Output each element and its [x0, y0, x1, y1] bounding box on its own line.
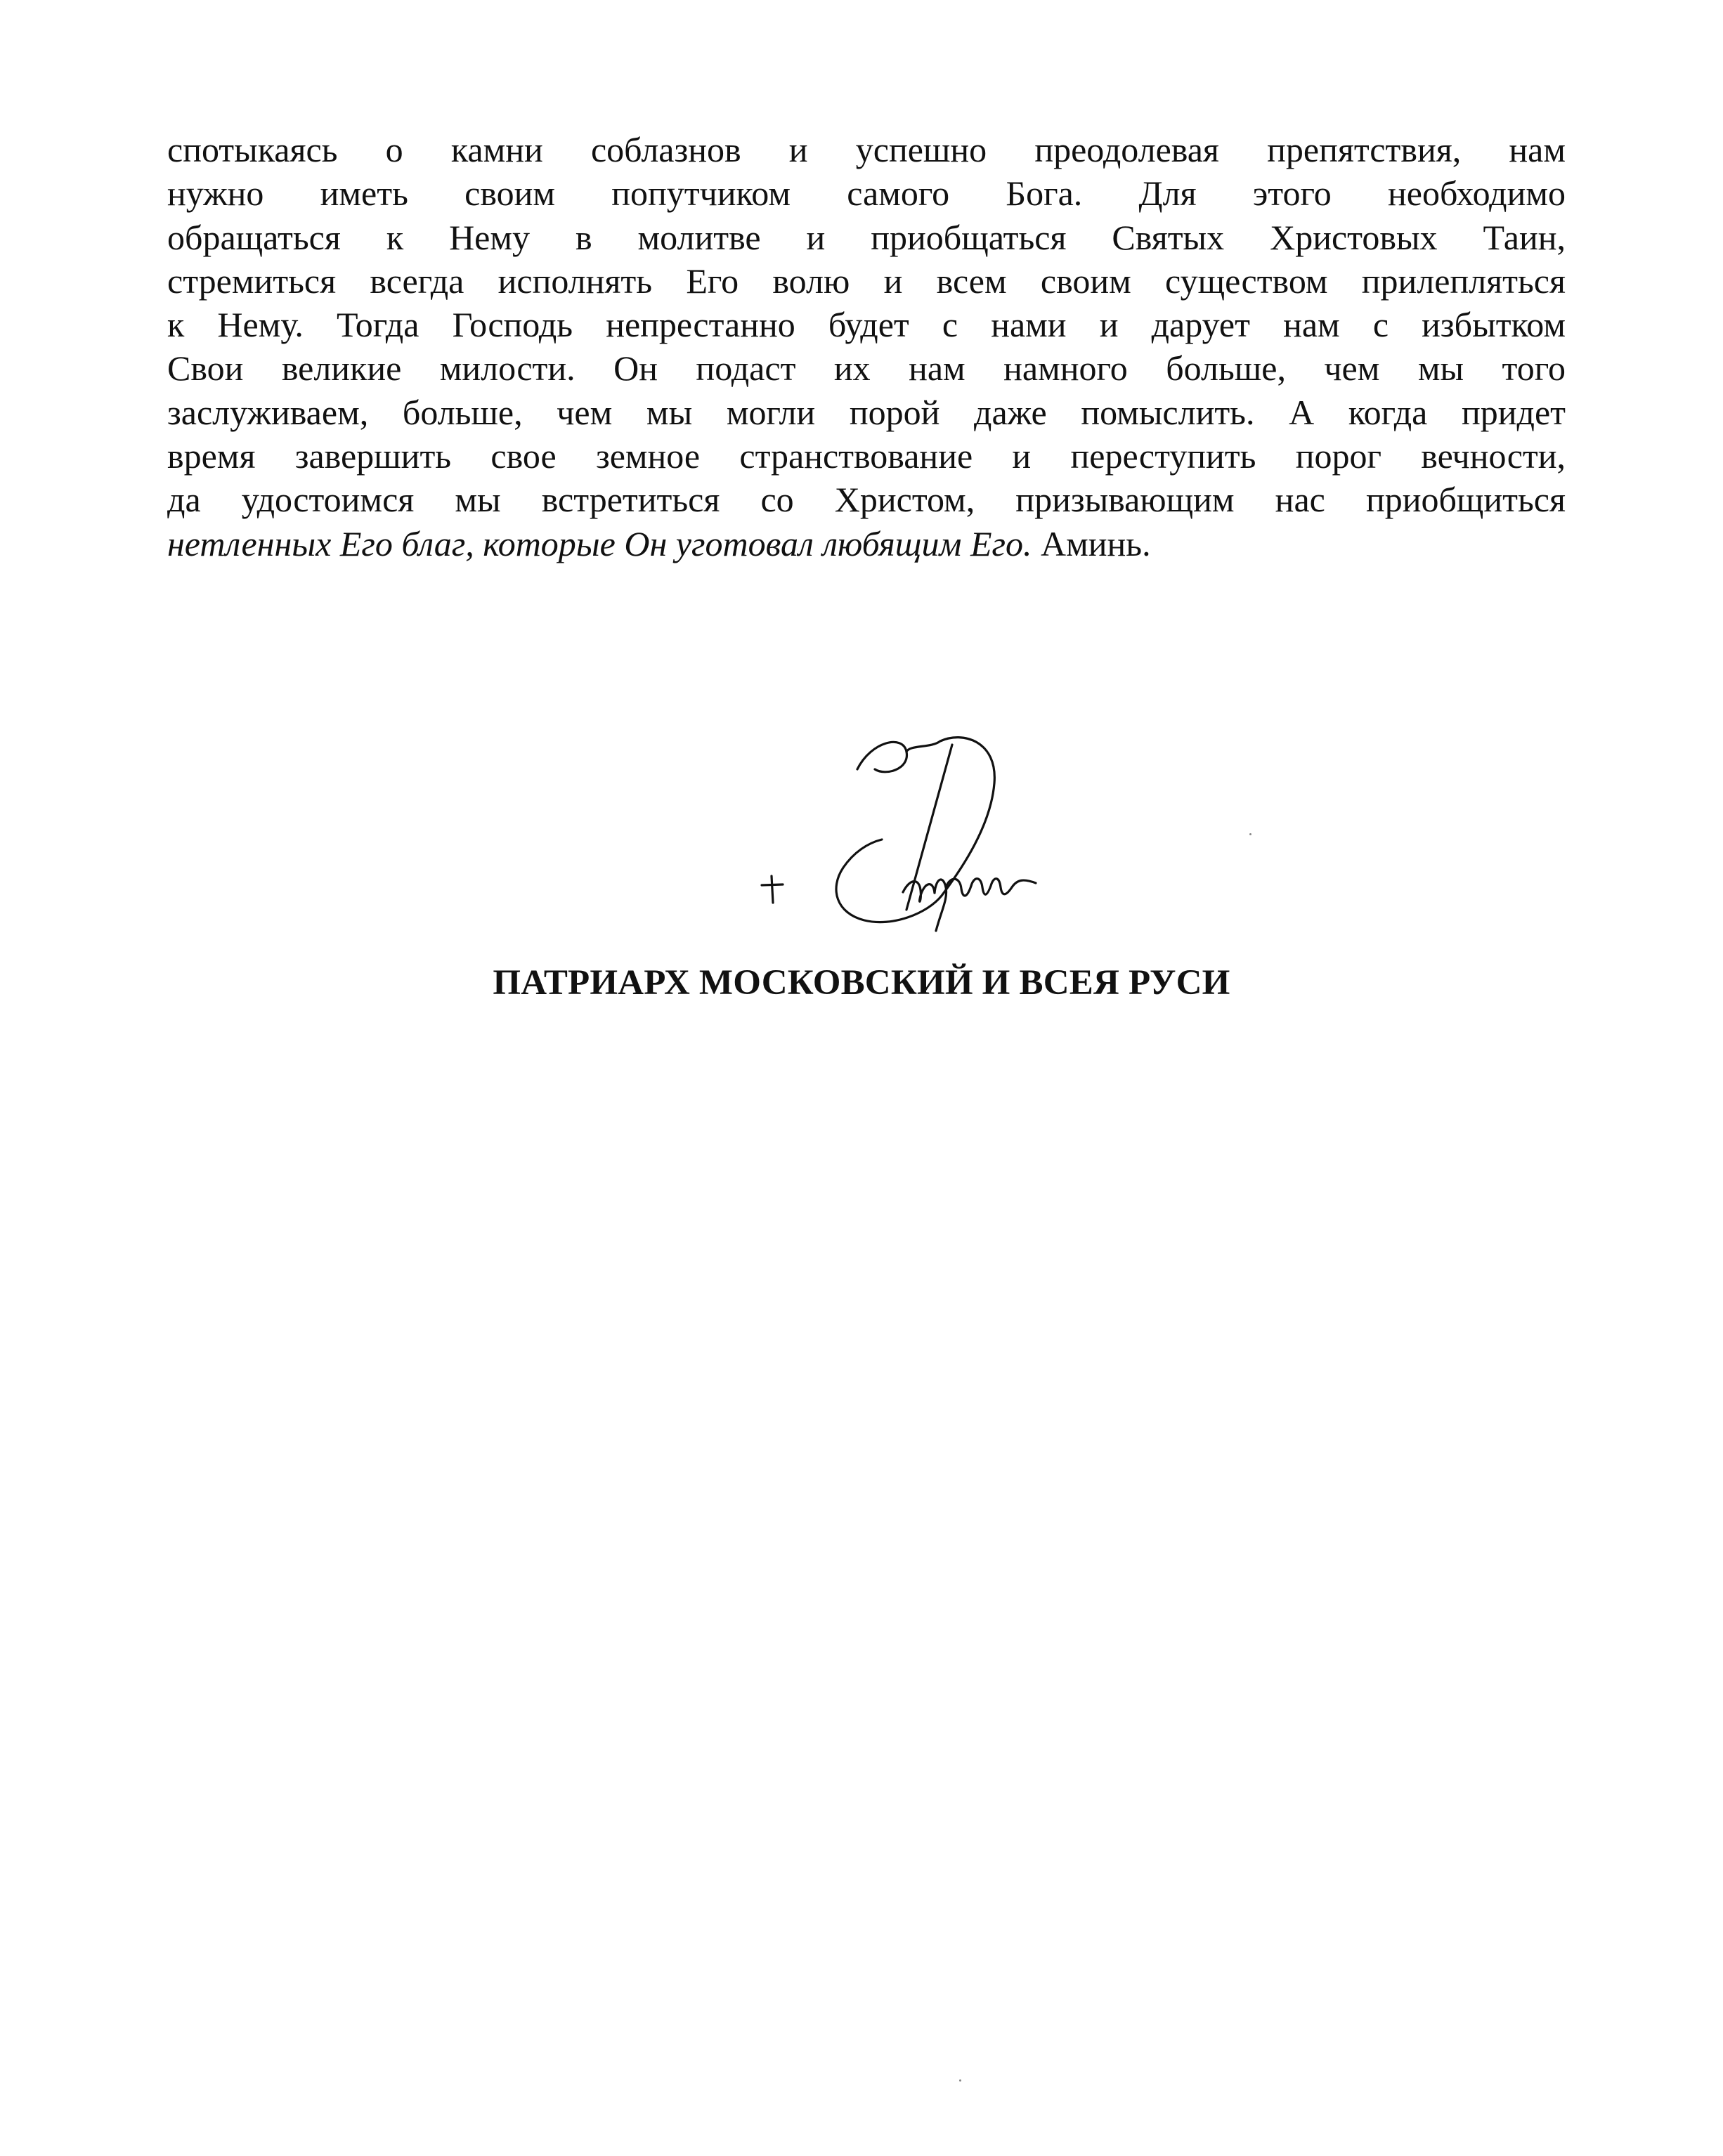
paragraph-line: к Нему. Тогда Господь непрестанно будет с нами и дарует нам с избытком: [167, 305, 1566, 345]
paragraph-line: Свои великие милости. Он подаст их нам намного больше, чем мы того: [167, 348, 1566, 388]
paragraph-last-line: [167, 522, 1566, 566]
scripture-quote: нетленных Его благ, которые Он уготовал любящим Его.: [167, 523, 1032, 563]
scan-speck: [1249, 833, 1251, 835]
paragraph-line: нужно иметь своим попутчиком самого Бога. Для этого необходимо: [167, 174, 1566, 214]
handwritten-signature: [752, 727, 1089, 938]
scan-speck: [959, 2079, 961, 2082]
paragraph-line: да удостоимся мы встретиться со Христом, призывающим нас приобщиться: [167, 480, 1566, 520]
amen-text: Аминь.: [1032, 523, 1151, 563]
paragraph-line: спотыкаясь о камни соблазнов и успешно преодолевая препятствия, нам: [167, 130, 1566, 169]
signer-title: ПАТРИАРХ МОСКОВСКИЙ И ВСЕЯ РУСИ: [493, 963, 1230, 1002]
paragraph-line: заслуживаем, больше, чем мы могли порой даже помыслить. А когда придет: [167, 392, 1566, 432]
paragraph-line: время завершить свое земное странствование и переступить порог вечности,: [167, 436, 1566, 476]
paragraph-line: стремиться всегда исполнять Его волю и всем своим существом прилепляться: [167, 261, 1566, 301]
paragraph-line: обращаться к Нему в молитве и приобщаться Святых Христовых Таин,: [167, 217, 1566, 257]
letter-body: [167, 128, 1566, 566]
